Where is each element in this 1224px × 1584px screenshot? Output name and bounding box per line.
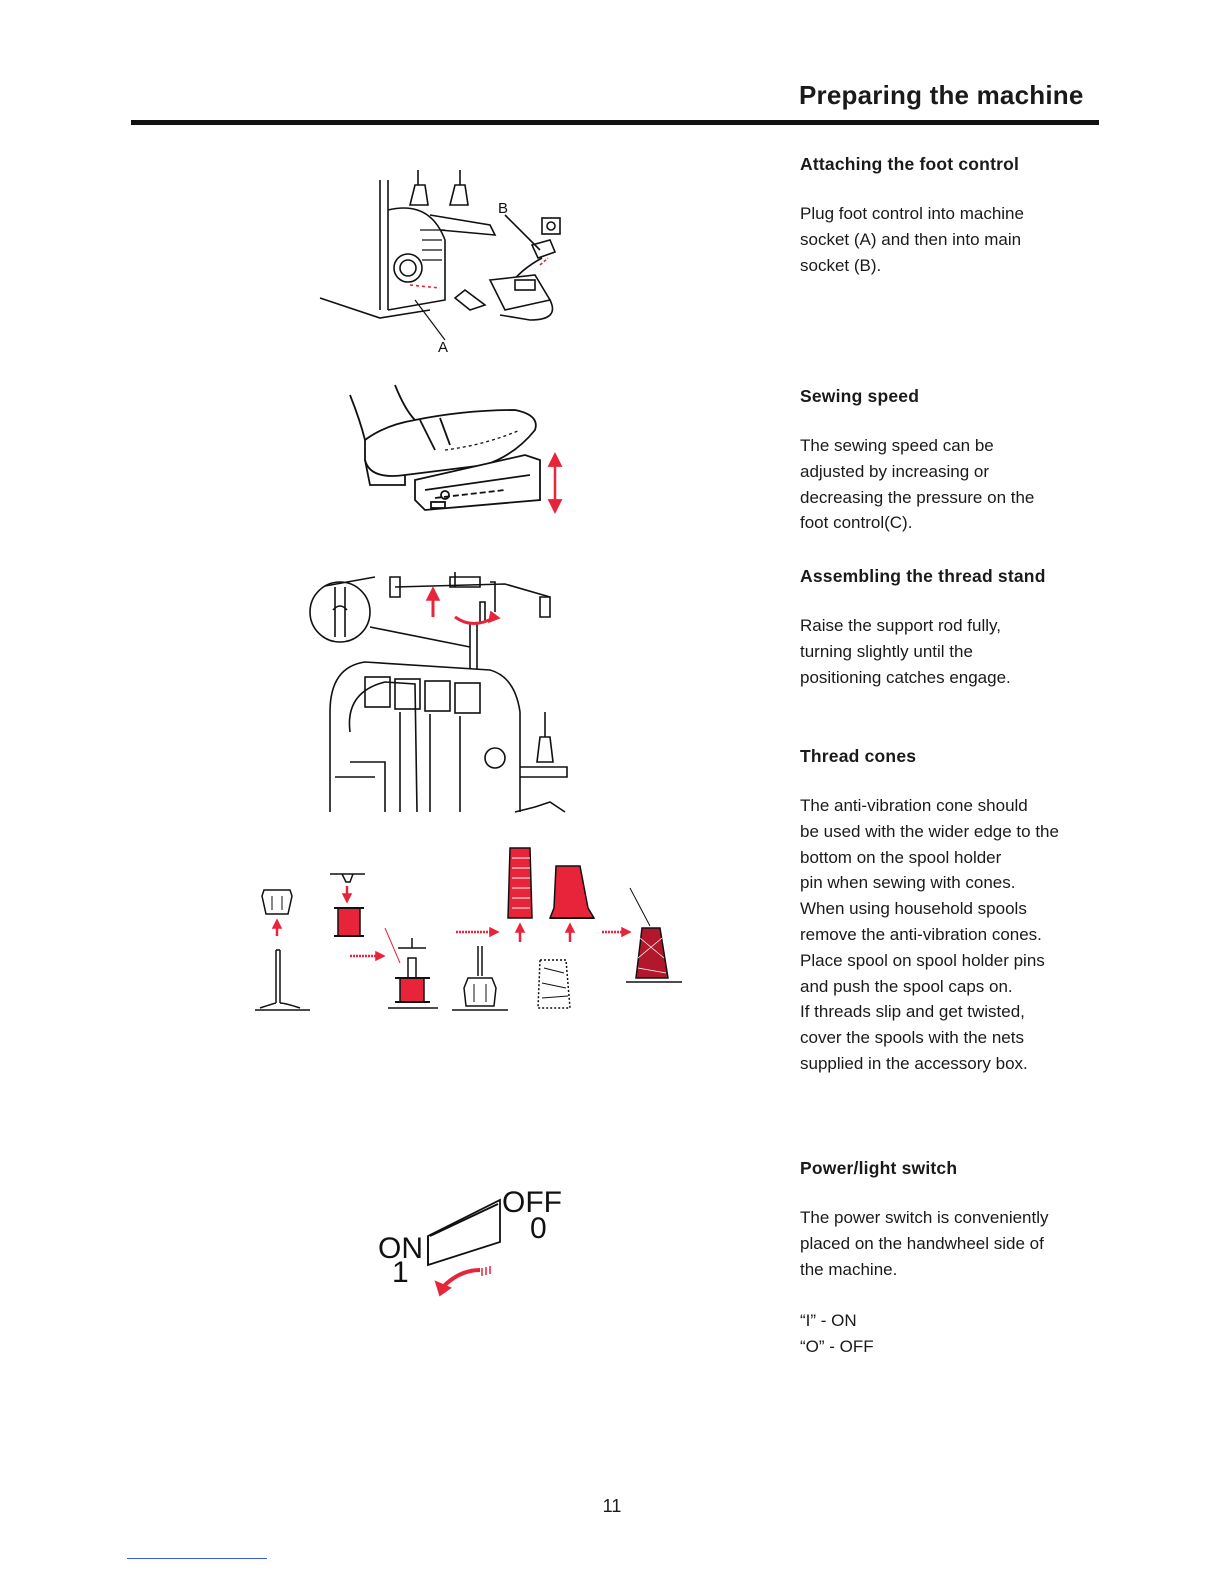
text-line: decreasing the pressure on the xyxy=(800,487,1035,507)
section-heading: Power/light switch xyxy=(800,1158,958,1178)
title-rule xyxy=(131,120,1099,125)
text-line: The anti-vibration cone should xyxy=(800,796,1028,815)
text-line: “I” - ON xyxy=(800,1311,857,1331)
text-line: supplied in the accessory box. xyxy=(800,1053,1028,1073)
text-line: pin when sewing with cones. xyxy=(800,873,1016,893)
footer-link-underline xyxy=(127,1558,267,1559)
thread-stand-illustration xyxy=(305,562,575,820)
thread-cones-illustration xyxy=(250,838,690,1018)
label-a: A xyxy=(438,339,449,356)
text-line: The power switch is conveniently xyxy=(800,1208,1049,1227)
text-line: “O” - OFF xyxy=(800,1337,874,1357)
text-line: Raise the support rod fully, xyxy=(800,616,1001,635)
text-line: socket (B). xyxy=(800,255,882,275)
text-line: and push the spool caps on. xyxy=(800,976,1013,996)
text-line: If threads slip and get twisted, xyxy=(800,1002,1025,1022)
page-title: Preparing the machine xyxy=(799,80,1084,110)
section-body xyxy=(800,1205,1110,1360)
text-line: bottom on the spool holder xyxy=(800,847,1002,867)
section-body xyxy=(800,613,1110,690)
section-heading: Sewing speed xyxy=(800,386,920,406)
text-line: the machine. xyxy=(800,1259,898,1279)
section-heading: Assembling the thread stand xyxy=(800,566,1046,586)
section-foot-control xyxy=(800,154,1110,278)
section-power-switch xyxy=(800,1158,1110,1360)
text-line: cover the spools with the nets xyxy=(800,1028,1024,1048)
section-heading: Thread cones xyxy=(800,746,917,766)
switch-on-number: 1 xyxy=(392,1256,409,1289)
label-b: B xyxy=(498,200,509,217)
text-line: positioning catches engage. xyxy=(800,667,1011,687)
text-line: When using household spools xyxy=(800,899,1027,919)
text-line: turning slightly until the xyxy=(800,641,973,661)
section-sewing-speed xyxy=(800,386,1110,536)
text-line: foot control(C). xyxy=(800,513,913,533)
section-thread-cones xyxy=(800,746,1110,1077)
text-line: The sewing speed can be xyxy=(800,436,994,455)
text-line: Plug foot control into machine xyxy=(800,204,1024,223)
power-switch-illustration xyxy=(370,1170,600,1320)
section-body xyxy=(800,201,1110,278)
switch-on-label: ON xyxy=(378,1232,423,1265)
text-line: adjusted by increasing or xyxy=(800,461,990,481)
foot-control-connection-illustration xyxy=(310,160,600,360)
switch-off-label: OFF xyxy=(502,1186,562,1219)
text-line: socket (A) and then into main xyxy=(800,229,1022,249)
section-body xyxy=(800,793,1110,1077)
page-number: 11 xyxy=(602,1496,622,1516)
section-body xyxy=(800,433,1110,536)
section-thread-stand xyxy=(800,566,1110,690)
text-line: be used with the wider edge to the xyxy=(800,821,1059,841)
section-heading: Attaching the foot control xyxy=(800,154,1020,174)
switch-off-number: 0 xyxy=(530,1212,547,1245)
text-line: placed on the handwheel side of xyxy=(800,1233,1044,1253)
text-line: Place spool on spool holder pins xyxy=(800,950,1045,970)
text-line: remove the anti-vibration cones. xyxy=(800,924,1042,944)
foot-pedal-illustration xyxy=(345,380,575,520)
